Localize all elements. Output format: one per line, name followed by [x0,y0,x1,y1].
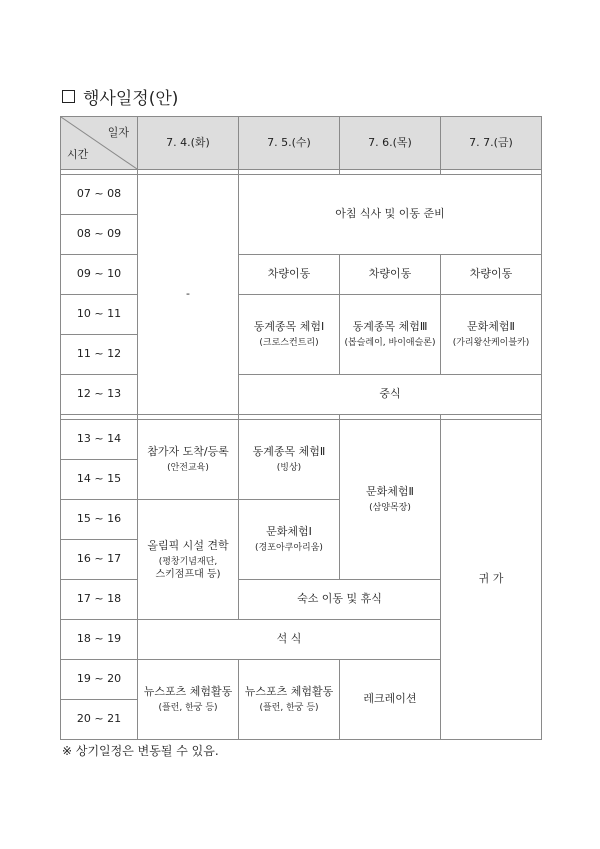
time-cell: 07 ~ 08 [61,175,138,215]
event-title: 동계종목 체험Ⅰ [253,320,325,334]
event-cell [138,500,239,620]
event-title: 올림픽 시설 견학 [147,539,229,553]
move-cell: 차량이동 [239,255,340,295]
event-subtitle: (삼양목장) [369,502,411,513]
section-title-text: 행사일정(안) [83,89,179,109]
time-cell: 15 ~ 16 [61,500,138,540]
event-title: 뉴스포츠 체험활동 [244,685,334,699]
event-subtitle: (플런, 한궁 등) [158,702,218,713]
event-subtitle: (경포아쿠아리움) [255,542,323,553]
corner-cell [61,117,138,170]
event-cell [239,420,340,500]
day-header: 7. 7.(금) [441,117,542,170]
move-cell: 차량이동 [340,255,441,295]
header-row [61,117,542,170]
breakfast-cell: 아침 식사 및 이동 준비 [239,175,542,255]
event-subtitle: (플런, 한궁 등) [259,702,319,713]
event-cell [441,295,542,375]
time-cell: 18 ~ 19 [61,620,138,660]
time-cell: 10 ~ 11 [61,295,138,335]
event-title: 동계종목 체험Ⅱ [252,445,326,459]
schedule-table [60,116,542,740]
event-title: 문화체험Ⅱ [467,320,515,334]
day-header: 7. 4.(화) [138,117,239,170]
event-cell [239,295,340,375]
lunch-cell: 중식 [239,375,542,415]
time-cell: 14 ~ 15 [61,460,138,500]
event-cell [239,660,340,740]
day1-morning-cell: - [138,175,239,415]
footnote: ※ 상기일정은 변동될 수 있음. [62,744,219,758]
corner-time-label: 시간 [67,147,89,161]
event-subtitle: (평창기념재단, [158,556,218,567]
section-title [62,84,178,109]
event-subtitle: (안전교육) [167,462,209,473]
event-cell [239,500,340,580]
move-cell: 차량이동 [441,255,542,295]
event-title: 문화체험Ⅱ [366,485,414,499]
event-subtitle: (봅슬레이, 바이애슬론) [344,337,436,348]
event-cell [138,420,239,500]
time-row [61,295,542,335]
day-header: 7. 6.(목) [340,117,441,170]
time-cell: 08 ~ 09 [61,215,138,255]
event-subtitle: (가리왕산케이블카) [452,337,530,348]
day-header: 7. 5.(수) [239,117,340,170]
event-title: 뉴스포츠 체험활동 [143,685,233,699]
return-cell: 귀 가 [441,420,542,740]
time-cell: 12 ~ 13 [61,375,138,415]
event-title: 참가자 도착/등록 [147,445,229,459]
event-cell [340,420,441,580]
time-cell: 09 ~ 10 [61,255,138,295]
event-subtitle: (빙상) [276,462,302,473]
time-cell: 13 ~ 14 [61,420,138,460]
rest-cell: 숙소 이동 및 휴식 [239,580,441,620]
time-row [61,375,542,415]
event-subtitle: 스키점프대 등) [155,568,221,580]
event-title: 동계종목 체험Ⅲ [352,320,428,334]
time-cell: 20 ~ 21 [61,700,138,740]
time-row [61,175,542,215]
time-cell: 16 ~ 17 [61,540,138,580]
time-cell: 11 ~ 12 [61,335,138,375]
recreation-cell: 레크레이션 [340,660,441,740]
time-row [61,255,542,295]
event-cell [340,295,441,375]
event-cell [138,660,239,740]
event-subtitle: (크로스컨트리) [259,337,319,348]
corner-date-label: 일자 [107,126,129,139]
dinner-cell: 석 식 [138,620,441,660]
time-cell: 19 ~ 20 [61,660,138,700]
checkbox-square-icon [62,90,75,103]
time-cell: 17 ~ 18 [61,580,138,620]
event-title: 문화체험Ⅰ [266,525,312,539]
time-row [61,420,542,460]
